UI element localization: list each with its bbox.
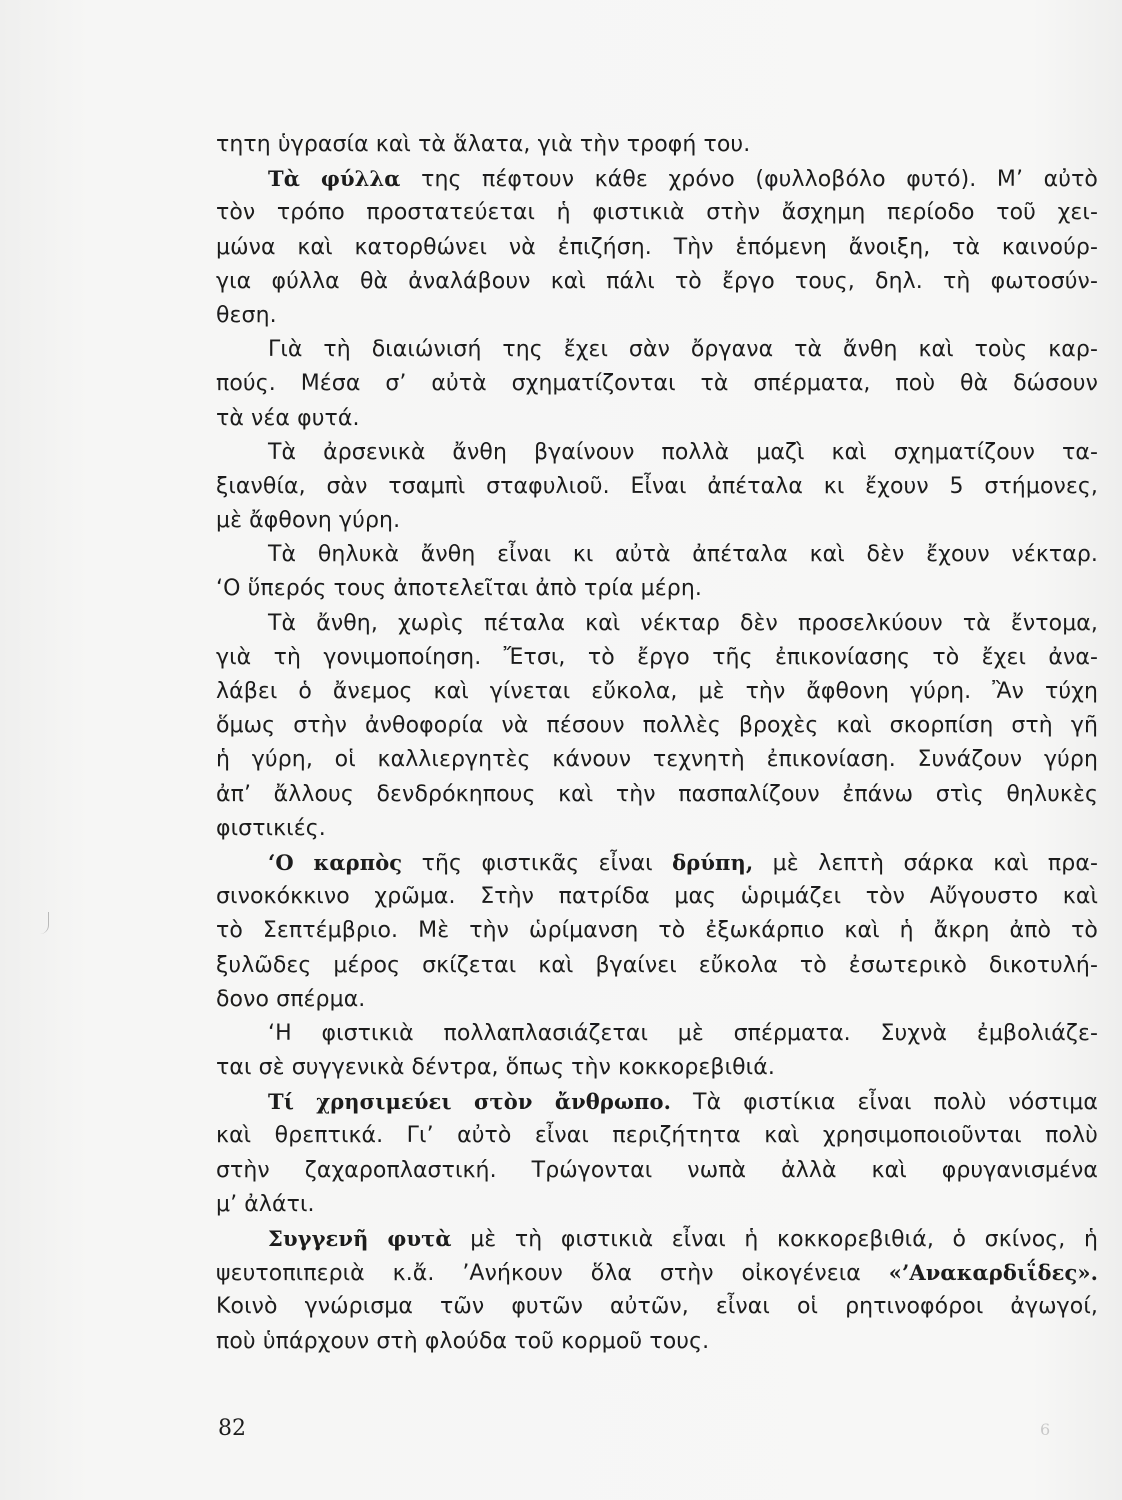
text-run: τὸ Σεπτέμβριο. Μὲ τὴν ὡρίμανση τὸ ἐξωκάρπιο καὶ ἡ ἄκρη ἀπὸ τὸ bbox=[216, 918, 1098, 944]
text-run: Τὰ ἄνθη, χωρὶς πέταλα καὶ νέκταρ δὲν προσελκύουν τὰ ἔντομα, bbox=[268, 610, 1098, 636]
text-line bbox=[216, 299, 1098, 333]
text-run: πούς. Μέσα σ’ αὐτὰ σχηματίζονται τὰ σπέρματα, ποὺ θὰ δώσουν bbox=[216, 371, 1098, 397]
text-run: δονο σπέρμα. bbox=[216, 986, 366, 1012]
text-line bbox=[216, 196, 1098, 230]
text-line bbox=[216, 1188, 1098, 1222]
text-line bbox=[216, 367, 1098, 401]
text-run: λάβει ὁ ἄνεμος καὶ γίνεται εὔκολα, μὲ τὴν ἄφθονη γύρη. Ἂν τύχη bbox=[216, 679, 1098, 704]
bold-term: ‘Ο καρπὸς bbox=[268, 849, 403, 875]
text-run: φιστικιές. bbox=[216, 815, 326, 841]
text-line bbox=[216, 436, 1098, 470]
text-run: τὰ νέα φυτά. bbox=[216, 405, 360, 431]
text-line bbox=[216, 470, 1098, 504]
text-line bbox=[216, 914, 1098, 948]
text-run: ποὺ ὑπάρχουν στὴ φλούδα τοῦ κορμοῦ τους. bbox=[216, 1328, 710, 1354]
text-line bbox=[216, 983, 1098, 1017]
text-line bbox=[216, 1017, 1098, 1051]
text-line bbox=[216, 128, 1098, 162]
text-run: Τὰ ἀρσενικὰ ἄνθη βγαίνουν πολλὰ μαζὶ καὶ σχηματίζουν τα- bbox=[268, 439, 1098, 465]
text-run: ψευτοπιπεριὰ κ.ἄ. ’Ανήκουν ὅλα στὴν οἰκογένεια bbox=[216, 1261, 889, 1287]
text-run: ξυλῶδες μέρος σκίζεται καὶ βγαίνει εὔκολα τὸ ἐσωτερικὸ δικοτυλή- bbox=[216, 952, 1098, 978]
text-run: σινοκόκκινο χρῶμα. Στὴν πατρίδα μας ὡριμάζει τὸν Αὔγουστο καὶ bbox=[216, 884, 1098, 910]
text-line bbox=[216, 607, 1098, 641]
text-run: μ’ ἀλάτι. bbox=[216, 1191, 315, 1217]
faint-bleed-mark: 6 bbox=[1040, 1420, 1051, 1439]
text-run: ‘Η φιστικιὰ πολλαπλασιάζεται μὲ σπέρματα. Συχνὰ ἐμβολιάζε- bbox=[268, 1020, 1098, 1046]
text-line bbox=[216, 1154, 1098, 1188]
text-line bbox=[216, 1256, 1098, 1290]
text-line bbox=[216, 949, 1098, 983]
text-run: μώνα καὶ κατορθώνει νὰ ἐπιζήση. Τὴν ἑπόμενη ἄνοιξη, τὰ καινούρ- bbox=[216, 234, 1098, 260]
text-line bbox=[216, 880, 1098, 914]
text-run: γιὰ τὴ γονιμοποίηση. Ἔτσι, τὸ ἔργο τῆς ἐπικονίασης τὸ ἔχει ἀνα- bbox=[216, 644, 1098, 670]
text-line bbox=[216, 1325, 1098, 1359]
text-run: ἀπ’ ἄλλους δενδρόκηπους καὶ τὴν πασπαλίζουν ἐπάνω στὶς θηλυκὲς bbox=[216, 781, 1098, 807]
bold-term: δρύπη, bbox=[672, 849, 754, 875]
text-run: ὅμως στὴν ἀνθοφορία νὰ πέσουν πολλὲς βροχὲς καὶ σκορπίση στὴ γῆ bbox=[216, 713, 1098, 739]
text-line bbox=[216, 675, 1098, 709]
text-run: καὶ θρεπτικά. Γι’ αὐτὸ εἶναι περιζήτητα καὶ χρησιμοποιοῦνται πολὺ bbox=[216, 1123, 1098, 1149]
text-run: στὴν ζαχαροπλαστική. Τρώγονται νωπὰ ἀλλὰ καὶ φρυγανισμένα bbox=[216, 1157, 1098, 1183]
text-line bbox=[216, 1085, 1098, 1119]
margin-mark bbox=[40, 912, 49, 934]
text-line bbox=[216, 778, 1098, 812]
body-text bbox=[216, 128, 1098, 1359]
text-line bbox=[216, 504, 1098, 538]
text-run: της πέφτουν κάθε χρόνο (φυλλοβόλο φυτό). Μ’ αὐτὸ bbox=[400, 167, 1098, 193]
text-run: τῆς φιστικᾶς εἶναι bbox=[402, 850, 673, 876]
text-run: μὲ τὴ φιστικιὰ εἶναι ἡ κοκκορεβιθιά, ὁ σκίνος, ἡ bbox=[451, 1227, 1098, 1252]
text-run: θεση. bbox=[216, 302, 277, 328]
text-line bbox=[216, 538, 1098, 572]
bold-term: Τὰ φύλλα bbox=[268, 166, 401, 192]
text-run: ξιανθία, σὰν τσαμπὶ σταφυλιοῦ. Εἶναι ἀπέταλα κι ἔχουν 5 στήμονες, bbox=[216, 473, 1098, 499]
text-run: ἡ γύρη, οἱ καλλιεργητὲς κάνουν τεχνητὴ ἐπικονίαση. Συνάζουν γύρη bbox=[216, 747, 1098, 773]
text-line bbox=[216, 641, 1098, 675]
text-run: Τὰ θηλυκὰ ἄνθη εἶναι κι αὐτὰ ἀπέταλα καὶ δὲν ἔχουν νέκταρ. bbox=[268, 542, 1098, 568]
text-line bbox=[216, 162, 1098, 196]
text-line bbox=[216, 812, 1098, 846]
text-line bbox=[216, 743, 1098, 777]
text-run: ‘Ο ὕπερός τους ἀποτελεῖται ἀπὸ τρία μέρη. bbox=[216, 576, 702, 602]
text-run: τητη ὑγρασία καὶ τὰ ἅλατα, γιὰ τὴν τροφή του. bbox=[216, 132, 751, 157]
text-line bbox=[216, 333, 1098, 367]
text-line bbox=[216, 402, 1098, 436]
text-run: ται σὲ συγγενικὰ δέντρα, ὅπως τὴν κοκκορεβιθιά. bbox=[216, 1055, 775, 1081]
text-line bbox=[216, 1290, 1098, 1324]
text-run: Κοινὸ γνώρισμα τῶν φυτῶν αὐτῶν, εἶναι οἱ ρητινοφόροι ἀγωγοί, bbox=[216, 1294, 1098, 1320]
text-line bbox=[216, 231, 1098, 265]
text-line bbox=[216, 1222, 1098, 1256]
text-run: τὸν τρόπο προστατεύεται ἡ φιστικιὰ στὴν ἄσχημη περίοδο τοῦ χει- bbox=[216, 200, 1098, 226]
text-line bbox=[216, 572, 1098, 606]
text-line bbox=[216, 1119, 1098, 1153]
text-run: Τὰ φιστίκια εἶναι πολὺ νόστιμα bbox=[671, 1090, 1098, 1116]
text-line bbox=[216, 846, 1098, 880]
bold-term: «’Ανακαρδιΐδες». bbox=[888, 1260, 1098, 1286]
text-run: Γιὰ τὴ διαιώνισή της ἔχει σὰν ὄργανα τὰ ἄνθη καὶ τοὺς καρ- bbox=[268, 337, 1098, 363]
text-line bbox=[216, 265, 1098, 299]
page-number: 82 bbox=[218, 1416, 246, 1441]
text-line bbox=[216, 709, 1098, 743]
bold-term: Συγγενῆ φυτὰ bbox=[268, 1226, 452, 1251]
text-run: μὲ λεπτὴ σάρκα καὶ πρα- bbox=[753, 850, 1098, 876]
text-run: μὲ ἄφθονη γύρη. bbox=[216, 508, 401, 534]
text-run: για φύλλα θὰ ἀναλάβουν καὶ πάλι τὸ ἔργο τους, δηλ. τὴ φωτοσύν- bbox=[216, 268, 1098, 294]
text-line bbox=[216, 1051, 1098, 1085]
bold-term: Τί χρησιμεύει στὸν ἄνθρωπο. bbox=[268, 1089, 672, 1115]
